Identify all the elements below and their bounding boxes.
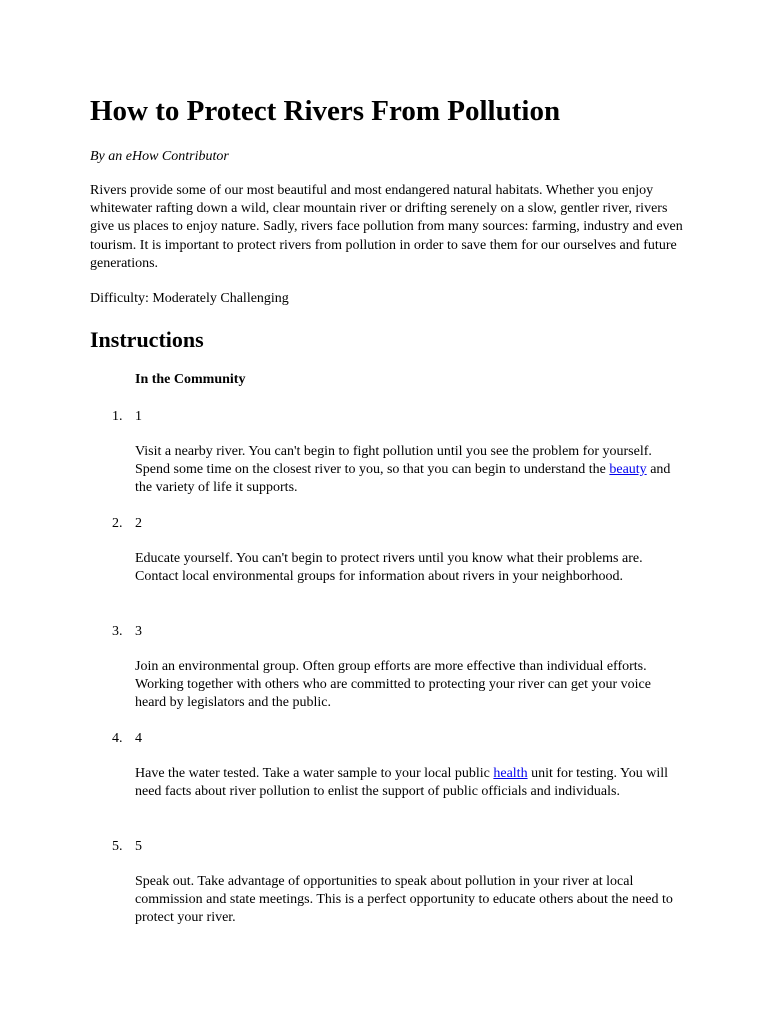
instructions-heading: Instructions xyxy=(90,327,204,352)
page-title: How to Protect Rivers From Pollution xyxy=(90,95,561,127)
step-marker: 3. xyxy=(112,624,123,639)
step-marker: 2. xyxy=(112,516,123,531)
step-marker: 5. xyxy=(112,839,123,854)
byline: By an eHow Contributor xyxy=(90,149,229,164)
step-text: Speak out. Take advantage of opportunities to speak about pollution in your river at local commission and state meetings. This is a perfect opportunity to educate others about the need to protect your river. xyxy=(135,874,673,926)
step-text: Join an environmental group. Often group efforts are more effective than individual efforts. Working together with others who are committed to protecting your river can get your voice heard by legislators and the public. xyxy=(135,659,651,711)
step-number: 1 xyxy=(135,409,142,424)
step-number: 3 xyxy=(135,624,142,639)
beauty-link[interactable]: beauty xyxy=(609,462,647,478)
step-number: 2 xyxy=(135,516,142,531)
step-text: Visit a nearby river. You can't begin to fight pollution until you see the problem for yourself. Spend some time on the closest river to you, so that you can begin to understand the beauty and the variety of life it supports. xyxy=(135,444,671,496)
step-number: 4 xyxy=(135,731,142,746)
section-heading: In the Community xyxy=(135,372,246,387)
health-link[interactable]: health xyxy=(493,766,528,781)
step-marker: 4. xyxy=(112,731,123,746)
step-text: Educate yourself. You can't begin to protect rivers until you know what their problems are. Contact local environmental groups for information about rivers in your neighborhood. xyxy=(135,551,643,585)
intro-paragraph: Rivers provide some of our most beautiful and most endangered natural habitats. Whether you enjoy whitewater rafting down a wild, clear mountain river or drifting serenely on a slow, gentler river, rivers give us places to enjoy nature. Sadly, rivers face pollution from many sources: farming, industry and even tourism. It is important to protect rivers from pollution in order to save them for our ourselves and future generations. xyxy=(90,183,683,271)
step-number: 5 xyxy=(135,839,142,854)
difficulty-label: Difficulty: Moderately Challenging xyxy=(90,291,289,306)
step-text: Have the water tested. Take a water sample to your local public health unit for testing. You will need facts about river pollution to enlist the support of public officials and individuals. xyxy=(135,766,668,800)
step-marker: 1. xyxy=(112,409,123,424)
